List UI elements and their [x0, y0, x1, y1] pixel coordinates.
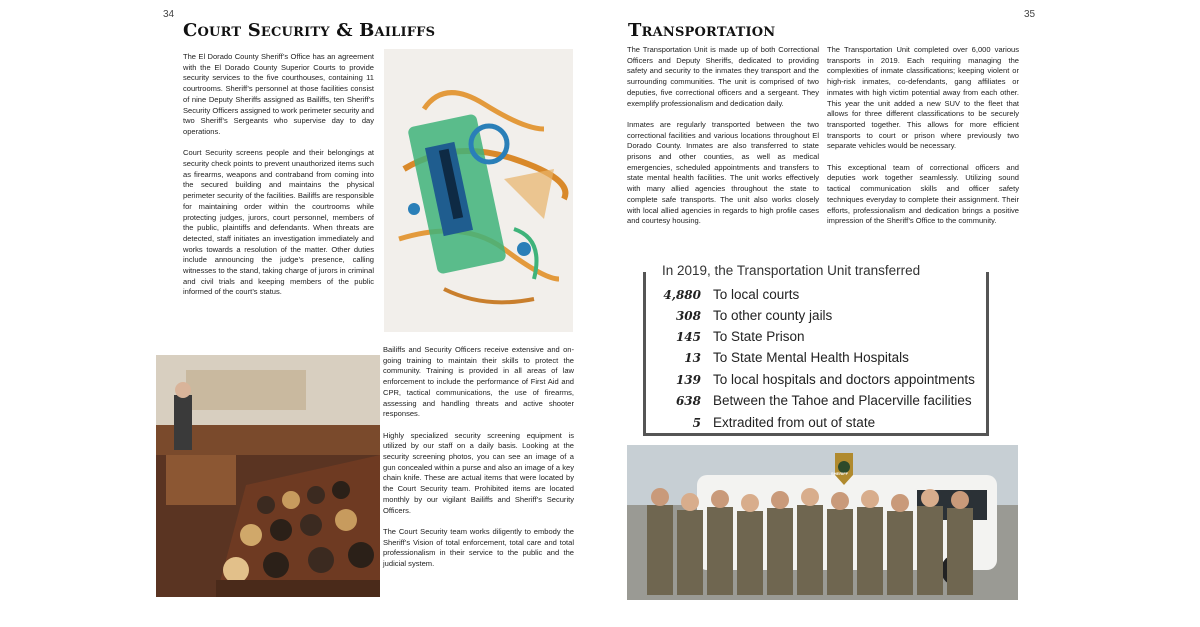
stat-row	[646, 284, 799, 305]
stat-row	[646, 369, 975, 390]
stat-label: To other county jails	[713, 308, 833, 323]
stat-count: 308	[675, 308, 701, 323]
paragraph: Court Security screens people and their belongings at security check points to prevent unauthorized items such as firearms, weapons and contraband from coming into the secured building and maintains the physical perimeter security of the facilities. Bailiffs are responsible for maintaining order within the courtrooms while protecting judges, jurors, court personnel, members of the public, plaintiffs and defendants. When threats are detected, staff initiates an investigation immediately and works towards a resolution of the matter. Other duties include announcing the judge’s presence, calling witnesses to the stand, taking charge of jurors in criminal and civil trials and keeping members of the public informed of the court’s status.	[183, 148, 374, 297]
paragraph: The Transportation Unit completed over 6,000 various transports in 2019. Each requiring managing the complexities of inmate classifications; keeping violent or high-risk inmates, co-defendants, gang affiliates or inmates with high victim potential away from each other. This year the unit added a new SUV to the fleet that allows for three different classifications to be securely transported together. This allows for more efficient transports to court or prison where previously two separate vehicles would be necessary.	[827, 45, 1019, 151]
stat-count: 13	[684, 350, 701, 365]
team-graphic	[627, 445, 1018, 600]
paragraph: The Court Security team works diligently to embody the Sheriff’s Vision of total enforcement, total care and total professionalism in their service to the public and the judicial system.	[383, 526, 574, 569]
courtroom-graphic	[156, 355, 380, 597]
paragraph: Bailiffs and Security Officers receive extensive and on-going training to maintain their skills to protect the community. Training is provided in all areas of law enforcement to include the performance of First Aid and CPR, tactical communications, the use of firearms, assessing and handling threats and active shooter responses.	[383, 345, 574, 419]
stat-label: To local hospitals and doctors appointments	[713, 372, 975, 387]
stat-row	[646, 347, 909, 368]
transportation-team-photo	[627, 445, 1018, 600]
stat-label: Between the Tahoe and Placerville facilities	[713, 393, 972, 408]
court-security-col2	[383, 345, 574, 570]
stat-row	[646, 390, 972, 411]
paragraph: The El Dorado County Sheriff’s Office has an agreement with the El Dorado County Superior Courts to provide security services to the five courthouses, containing 11 courtrooms. Sheriff’s personnel at those facilities consist of nine Deputy Sheriffs assigned as Bailiffs, ten Sheriff’s Security Officers assigned to work perimeter security and two Sheriff’s Sergeants who supervise day to day operations.	[183, 52, 374, 136]
stat-row	[646, 305, 832, 326]
stats-heading: In 2019, the Transportation Unit transferred	[654, 263, 928, 278]
stat-count: 638	[675, 393, 701, 408]
transportation-col2	[827, 45, 1019, 227]
stat-count: 139	[675, 372, 701, 387]
left-page-number: 34	[163, 9, 175, 20]
court-security-title: Court Security & Bailiffs	[183, 20, 436, 41]
paragraph: Inmates are regularly transported between the two correctional facilities and various locations throughout El Dorado County. Inmates are also transferred to state prisons and other counties, as well as medical emergencies, scheduled appointments and transfers to state mental health facilities. The unit works effectively with many allied agencies throughout the state to complete safe transports. The unit also works closely with local allied agencies in regards to high profile cases and courtesy housing.	[627, 119, 819, 226]
paragraph: The Transportation Unit is made up of both Correctional Officers and Deputy Sheriffs, dedicated to providing safety and security to the inmates they transport and the surrounding communities. The unit is comprised of two deputies, five correctional officers and a sergeant. They exemplify professionalism and dedication daily.	[627, 45, 819, 108]
stat-count: 4,880	[663, 287, 701, 302]
transport-stats-box	[643, 263, 989, 436]
stat-row	[646, 326, 805, 347]
stat-label: To State Prison	[713, 329, 805, 344]
stat-label: To local courts	[713, 287, 800, 302]
paragraph: Highly specialized security screening equipment is utilized by our staff on a daily basis. Looking at the security screening photos, you can see an image of a gun concealed within a purse and also an image of a key chain knife. These are actual items that were located by the Court Security team. Prohibited items are located monthly by our vigilant Bailiffs and Sheriff’s Security Officers.	[383, 430, 574, 515]
right-page-number: 35	[1024, 9, 1036, 20]
xray-graphic	[384, 49, 573, 332]
stat-label: Extradited from out of state	[713, 415, 876, 430]
courtroom-photo	[156, 355, 380, 597]
stat-count: 145	[675, 329, 701, 344]
sheriff-badge-text: SHERIFF	[831, 471, 849, 476]
paragraph: This exceptional team of correctional officers and deputies work together seamlessly. Utilizing sound tactical communication skills and officer safety techniques everyday to complete their assignment. Their efforts, professionalism and dedication brings a positive impression of the Sheriff’s Office to the community.	[827, 162, 1019, 226]
xray-screening-image	[384, 49, 573, 332]
transportation-title: Transportation	[628, 20, 776, 41]
court-security-col1	[183, 52, 374, 298]
stat-count: 5	[692, 415, 701, 430]
stat-row	[646, 412, 875, 433]
stat-label: To State Mental Health Hospitals	[713, 350, 909, 365]
transportation-col1	[627, 45, 819, 227]
